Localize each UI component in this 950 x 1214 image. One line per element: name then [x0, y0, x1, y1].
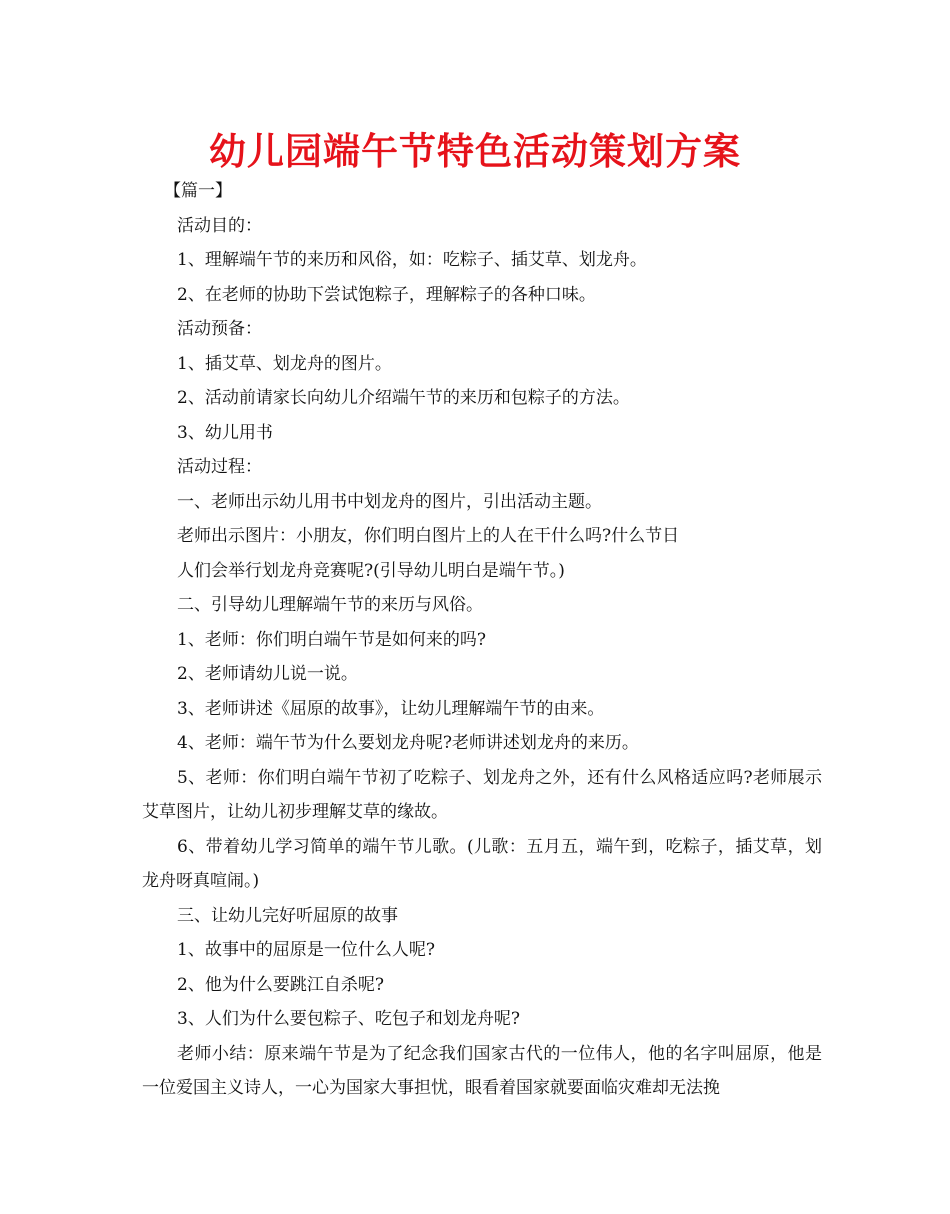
- paragraph: 3、人们为什么要包粽子、吃包子和划龙舟呢?: [177, 1009, 520, 1029]
- paragraph: 2、老师请幼儿说一说。: [177, 664, 358, 684]
- paragraph: 5、老师：你们明白端午节初了吃粽子、划龙舟之外，还有什么风格适应吗?老师展示艾草图片，让幼儿初步理解艾草的缘故。: [142, 767, 822, 822]
- paragraph: 3、老师讲述《屈原的故事》，让幼儿理解端午节的由来。: [177, 698, 605, 719]
- paragraph: 一、老师出示幼儿用书中划龙舟的图片，引出活动主题。: [177, 491, 602, 512]
- paragraph: 2、在老师的协助下尝试饱粽子，理解粽子的各种口味。: [177, 284, 596, 305]
- paragraph: 活动预备：: [177, 319, 262, 339]
- paragraph: 2、他为什么要跳江自杀呢?: [177, 974, 384, 995]
- paragraph: 1、老师：你们明白端午节是如何来的吗?: [177, 629, 486, 650]
- paragraph: 1、插艾草、划龙舟的图片。: [177, 353, 392, 374]
- paragraph: 二、引导幼儿理解端午节的来历与风俗。: [177, 595, 483, 615]
- paragraph: 三、让幼儿完好听屈原的故事: [177, 905, 398, 926]
- document-title: 幼儿园端午节特色活动策划方案: [209, 130, 741, 173]
- section-heading: 【篇一】: [164, 181, 232, 201]
- paragraph: 1、理解端午节的来历和风俗，如：吃粽子、插艾草、划龙舟。: [177, 250, 647, 270]
- paragraph: 老师出示图片：小朋友，你们明白图片上的人在干什么吗?什么节日: [177, 526, 680, 546]
- paragraph: 人们会举行划龙舟竞赛呢?(引导幼儿明白是端午节。): [177, 560, 565, 581]
- document-body: [142, 174, 822, 1106]
- paragraph: 活动目的：: [177, 215, 262, 236]
- paragraph: 活动过程：: [177, 457, 262, 477]
- paragraph: 老师小结：原来端午节是为了纪念我们国家古代的一位伟人，他的名字叫屈原，他是一位爱国主义诗人，一心为国家大事担忧，眼看着国家就要面临灾难却无法挽: [142, 1043, 822, 1098]
- paragraph: 2、活动前请家长向幼儿介绍端午节的来历和包粽子的方法。: [177, 388, 630, 408]
- paragraph: 6、带着幼儿学习简单的端午节儿歌。(儿歌：五月五，端午到，吃粽子，插艾草，划龙舟呀真喧闹。): [142, 836, 822, 891]
- paragraph: 1、故事中的屈原是一位什么人呢?: [177, 940, 435, 960]
- paragraph: 3、幼儿用书: [177, 422, 273, 443]
- paragraph: 4、老师：端午节为什么要划龙舟呢?老师讲述划龙舟的来历。: [177, 733, 639, 753]
